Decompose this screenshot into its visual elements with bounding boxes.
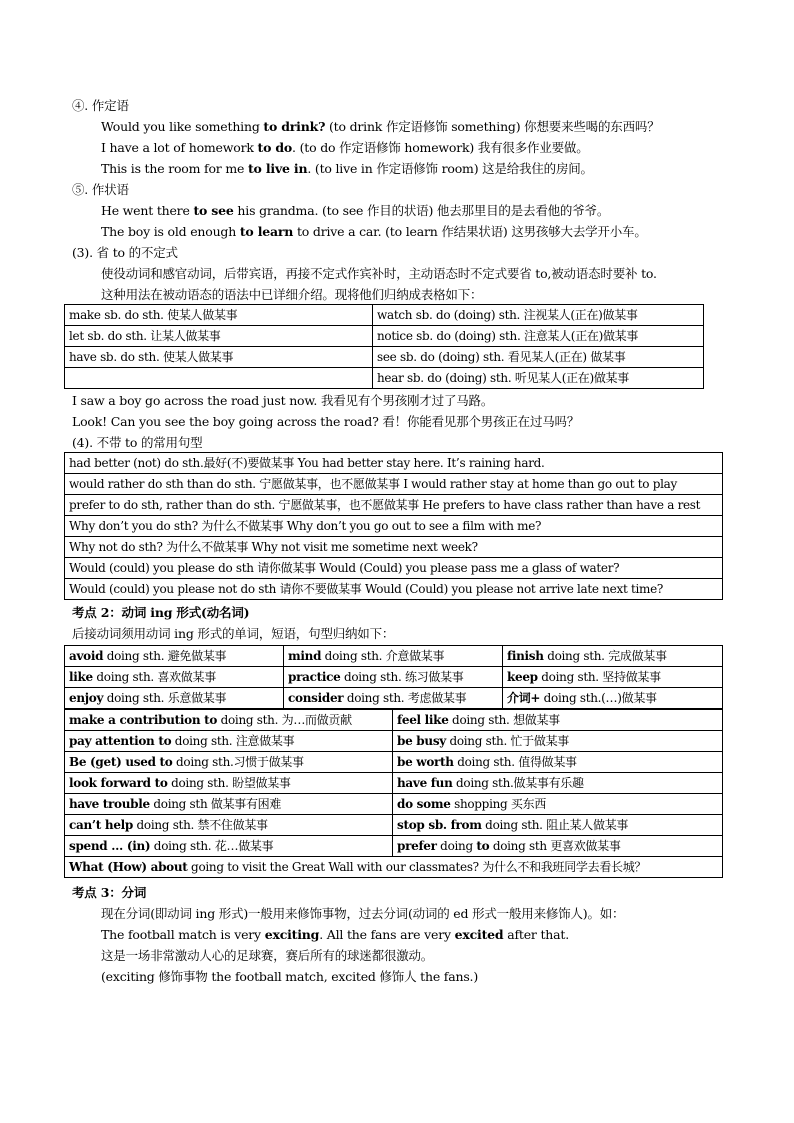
table-row <box>65 773 723 794</box>
heading-attributive: ④. 作定语 <box>72 98 129 113</box>
example-attributive-3: This is the room for me to live in. (to live in 作定语修饰 room) 这是给我住的房间。 <box>101 161 593 176</box>
table-cell: have trouble doing sth 做某事有困难 <box>65 794 393 815</box>
paragraph-bare-infinitive-2: 这种用法在被动语态的语法中已详细介绍。现将他们归纳成表格如下： <box>101 287 483 302</box>
table-row <box>65 667 723 688</box>
table-row <box>65 579 723 600</box>
table-cell: be busy doing sth. 忙于做某事 <box>393 731 723 752</box>
table-cell: watch sb. do (doing) sth. 注视某人(正在)做某事 <box>373 305 704 326</box>
table-row <box>65 857 723 878</box>
table-cell: consider doing sth. 考虑做某事 <box>284 688 503 709</box>
table-row <box>65 836 723 857</box>
gerund-table-two-col <box>64 709 723 878</box>
table-cell: What (How) about going to visit the Great Wall with our classmates? 为什么不和我班同学去看长城？ <box>65 857 723 878</box>
table-cell: Would (could) you please do sth 请你做某事 Would (Could) you please pass me a glass of water? <box>65 558 723 579</box>
table-row <box>65 731 723 752</box>
table-cell: had better (not) do sth.最好(不)要做某事 You had better stay here. It’s raining hard. <box>65 453 723 474</box>
table-cell: practice doing sth. 练习做某事 <box>284 667 503 688</box>
paragraph-participle-1: 现在分词(即动词 ing 形式)一般用来修饰事物，过去分词(动词的 ed 形式一般用来修饰人)。如： <box>101 906 625 921</box>
table-cell: can’t help doing sth. 禁不住做某事 <box>65 815 393 836</box>
paragraph-gerund-intro: 后接动词须用动词 ing 形式的单词，短语，句型归纳如下： <box>72 626 395 641</box>
heading-gerund: 考点 2：动词 ing 形式(动名词) <box>72 605 250 620</box>
table-cell: feel like doing sth. 想做某事 <box>393 710 723 731</box>
no-to-patterns-table <box>64 452 723 600</box>
table-cell: have sb. do sth. 使某人做某事 <box>65 347 373 368</box>
table-row <box>65 516 723 537</box>
heading-no-to-patterns: (4). 不带 to 的常用句型 <box>72 435 203 450</box>
table-cell: see sb. do (doing) sth. 看见某人(正在) 做某事 <box>373 347 704 368</box>
table-cell: keep doing sth. 坚持做某事 <box>503 667 723 688</box>
table-cell: pay attention to doing sth. 注意做某事 <box>65 731 393 752</box>
table-cell: prefer to do sth, rather than do sth. 宁愿做某事，也不愿做某事 He prefers to have class rather than have a rest <box>65 495 723 516</box>
heading-bare-infinitive: (3). 省 to 的不定式 <box>72 245 178 260</box>
paragraph-bare-infinitive-1: 使役动词和感官动词，后带宾语，再接不定式作宾补时，主动语态时不定式要省 to,被动语态时要补 to. <box>101 266 657 281</box>
table-cell: Be (get) used to doing sth.习惯于做某事 <box>65 752 393 773</box>
example-saw-boy: I saw a boy go across the road just now. 我看见有个男孩刚才过了马路。 <box>72 393 494 408</box>
example-adverbial-1: He went there to see his grandma. (to see 作目的状语) 他去那里目的是去看他的爷爷。 <box>101 203 610 218</box>
causative-perception-table <box>64 304 704 389</box>
table-row <box>65 453 723 474</box>
table-cell: make sb. do sth. 使某人做某事 <box>65 305 373 326</box>
table-cell: stop sb. from doing sth. 阻止某人做某事 <box>393 815 723 836</box>
example-attributive-1: Would you like something to drink? (to drink 作定语修饰 something) 你想要来些喝的东西吗？ <box>101 119 660 134</box>
table-cell: Would (could) you please not do sth 请你不要做某事 Would (Could) you please not arrive late next time? <box>65 579 723 600</box>
table-row <box>65 326 704 347</box>
table-row <box>65 752 723 773</box>
table-row <box>65 495 723 516</box>
table-cell: look forward to doing sth. 盼望做某事 <box>65 773 393 794</box>
table-cell: do some shopping 买东西 <box>393 794 723 815</box>
table-row <box>65 305 704 326</box>
example-attributive-2: I have a lot of homework to do. (to do 作定语修饰 homework) 我有很多作业要做。 <box>101 140 589 155</box>
table-cell: spend … (in) doing sth. 花…做某事 <box>65 836 393 857</box>
paragraph-participle-3: (exciting 修饰事物 the football match, excited 修饰人 the fans.) <box>101 969 478 984</box>
table-cell <box>65 368 373 389</box>
heading-participle: 考点 3：分词 <box>72 885 147 900</box>
table-cell: make a contribution to doing sth. 为…而做贡献 <box>65 710 393 731</box>
table-row <box>65 710 723 731</box>
table-cell: enjoy doing sth. 乐意做某事 <box>65 688 284 709</box>
table-row <box>65 646 723 667</box>
table-row <box>65 688 723 709</box>
table-cell: 介词+ doing sth.(…)做某事 <box>503 688 723 709</box>
table-cell: would rather do sth than do sth. 宁愿做某事，也不愿做某事 I would rather stay at home than go out to play <box>65 474 723 495</box>
heading-adverbial: ⑤. 作状语 <box>72 182 129 197</box>
table-row <box>65 794 723 815</box>
table-cell: have fun doing sth.做某事有乐趣 <box>393 773 723 794</box>
table-cell: hear sb. do (doing) sth. 听见某人(正在)做某事 <box>373 368 704 389</box>
example-participle: The football match is very exciting. All the fans are very excited after that. <box>101 927 569 942</box>
table-cell: finish doing sth. 完成做某事 <box>503 646 723 667</box>
table-row <box>65 347 704 368</box>
table-cell: let sb. do sth. 让某人做某事 <box>65 326 373 347</box>
table-row <box>65 815 723 836</box>
example-adverbial-2: The boy is old enough to learn to drive a car. (to learn 作结果状语) 这男孩够大去学开小车。 <box>101 224 647 239</box>
gerund-table-three-col <box>64 645 723 709</box>
table-cell: notice sb. do (doing) sth. 注意某人(正在)做某事 <box>373 326 704 347</box>
example-see-boy: Look! Can you see the boy going across the road? 看！你能看见那个男孩正在过马吗？ <box>72 414 580 429</box>
table-cell: Why don’t you do sth? 为什么不做某事 Why don’t you go out to see a film with me? <box>65 516 723 537</box>
table-row <box>65 368 704 389</box>
table-row <box>65 474 723 495</box>
table-row <box>65 537 723 558</box>
table-cell: like doing sth. 喜欢做某事 <box>65 667 284 688</box>
table-cell: prefer doing to doing sth 更喜欢做某事 <box>393 836 723 857</box>
table-cell: Why not do sth? 为什么不做某事 Why not visit me sometime next week? <box>65 537 723 558</box>
table-cell: avoid doing sth. 避免做某事 <box>65 646 284 667</box>
table-cell: mind doing sth. 介意做某事 <box>284 646 503 667</box>
table-cell: be worth doing sth. 值得做某事 <box>393 752 723 773</box>
paragraph-participle-2: 这是一场非常激动人心的足球赛，赛后所有的球迷都很激动。 <box>101 948 434 963</box>
table-row <box>65 558 723 579</box>
